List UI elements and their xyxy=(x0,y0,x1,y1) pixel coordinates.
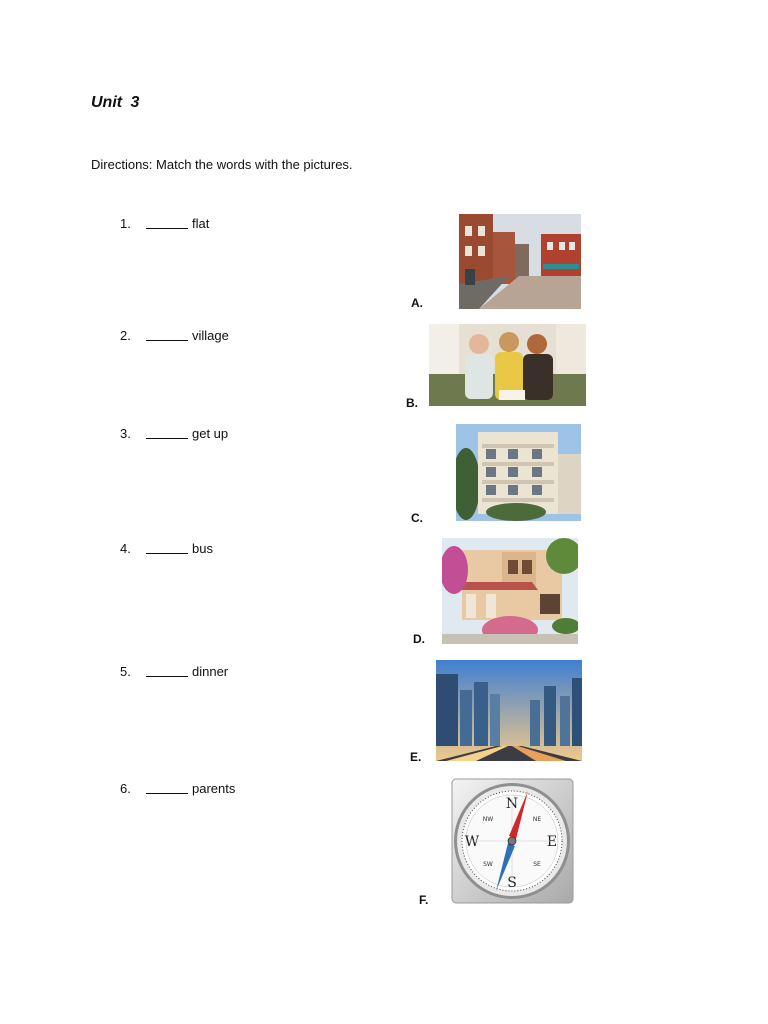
answer-blank-3[interactable] xyxy=(146,428,188,439)
picture-letter-a: A. xyxy=(411,296,423,310)
picture-f-compass xyxy=(451,778,574,904)
compass-w-label: W xyxy=(464,834,480,850)
picture-letter-f: F. xyxy=(419,893,429,907)
answer-blank-1[interactable] xyxy=(146,218,188,229)
word-item-3 xyxy=(120,426,228,441)
picture-a-street xyxy=(459,214,581,309)
directions-text: Directions: Match the words with the pictures. xyxy=(91,157,353,172)
item-word: parents xyxy=(192,781,236,796)
compass-ne-label: NE xyxy=(532,816,542,823)
word-item-2 xyxy=(120,328,229,343)
compass-n-label: N xyxy=(505,796,519,812)
item-word: flat xyxy=(192,216,210,231)
item-number: 4. xyxy=(120,541,131,556)
compass-nw-label: NW xyxy=(482,816,494,823)
item-word: bus xyxy=(192,541,213,556)
answer-blank-2[interactable] xyxy=(146,330,188,341)
item-number: 2. xyxy=(120,328,131,343)
item-number: 3. xyxy=(120,426,131,441)
item-number: 5. xyxy=(120,664,131,679)
compass-s-label: S xyxy=(507,875,517,891)
word-item-4 xyxy=(120,541,213,556)
picture-letter-d: D. xyxy=(413,632,425,646)
compass-e-label: E xyxy=(546,834,558,850)
answer-blank-6[interactable] xyxy=(146,783,188,794)
picture-letter-b: B. xyxy=(406,396,418,410)
item-word: village xyxy=(192,328,229,343)
answer-blank-4[interactable] xyxy=(146,543,188,554)
word-item-5 xyxy=(120,664,228,679)
item-number: 1. xyxy=(120,216,131,231)
item-word: dinner xyxy=(192,664,229,679)
item-number: 6. xyxy=(120,781,131,796)
word-item-1 xyxy=(120,216,209,231)
answer-blank-5[interactable] xyxy=(146,666,188,677)
picture-b-family xyxy=(429,324,586,406)
picture-letter-e: E. xyxy=(410,750,422,764)
picture-d-house xyxy=(442,538,578,644)
compass-se-label: SE xyxy=(533,861,541,868)
word-item-6 xyxy=(120,781,235,796)
page-title: Unit 3 xyxy=(91,94,140,111)
picture-c-apartment xyxy=(456,424,581,521)
picture-e-city xyxy=(436,660,582,761)
item-word: get up xyxy=(192,426,229,441)
picture-letter-c: C. xyxy=(411,511,423,525)
compass-sw-label: SW xyxy=(483,861,493,868)
